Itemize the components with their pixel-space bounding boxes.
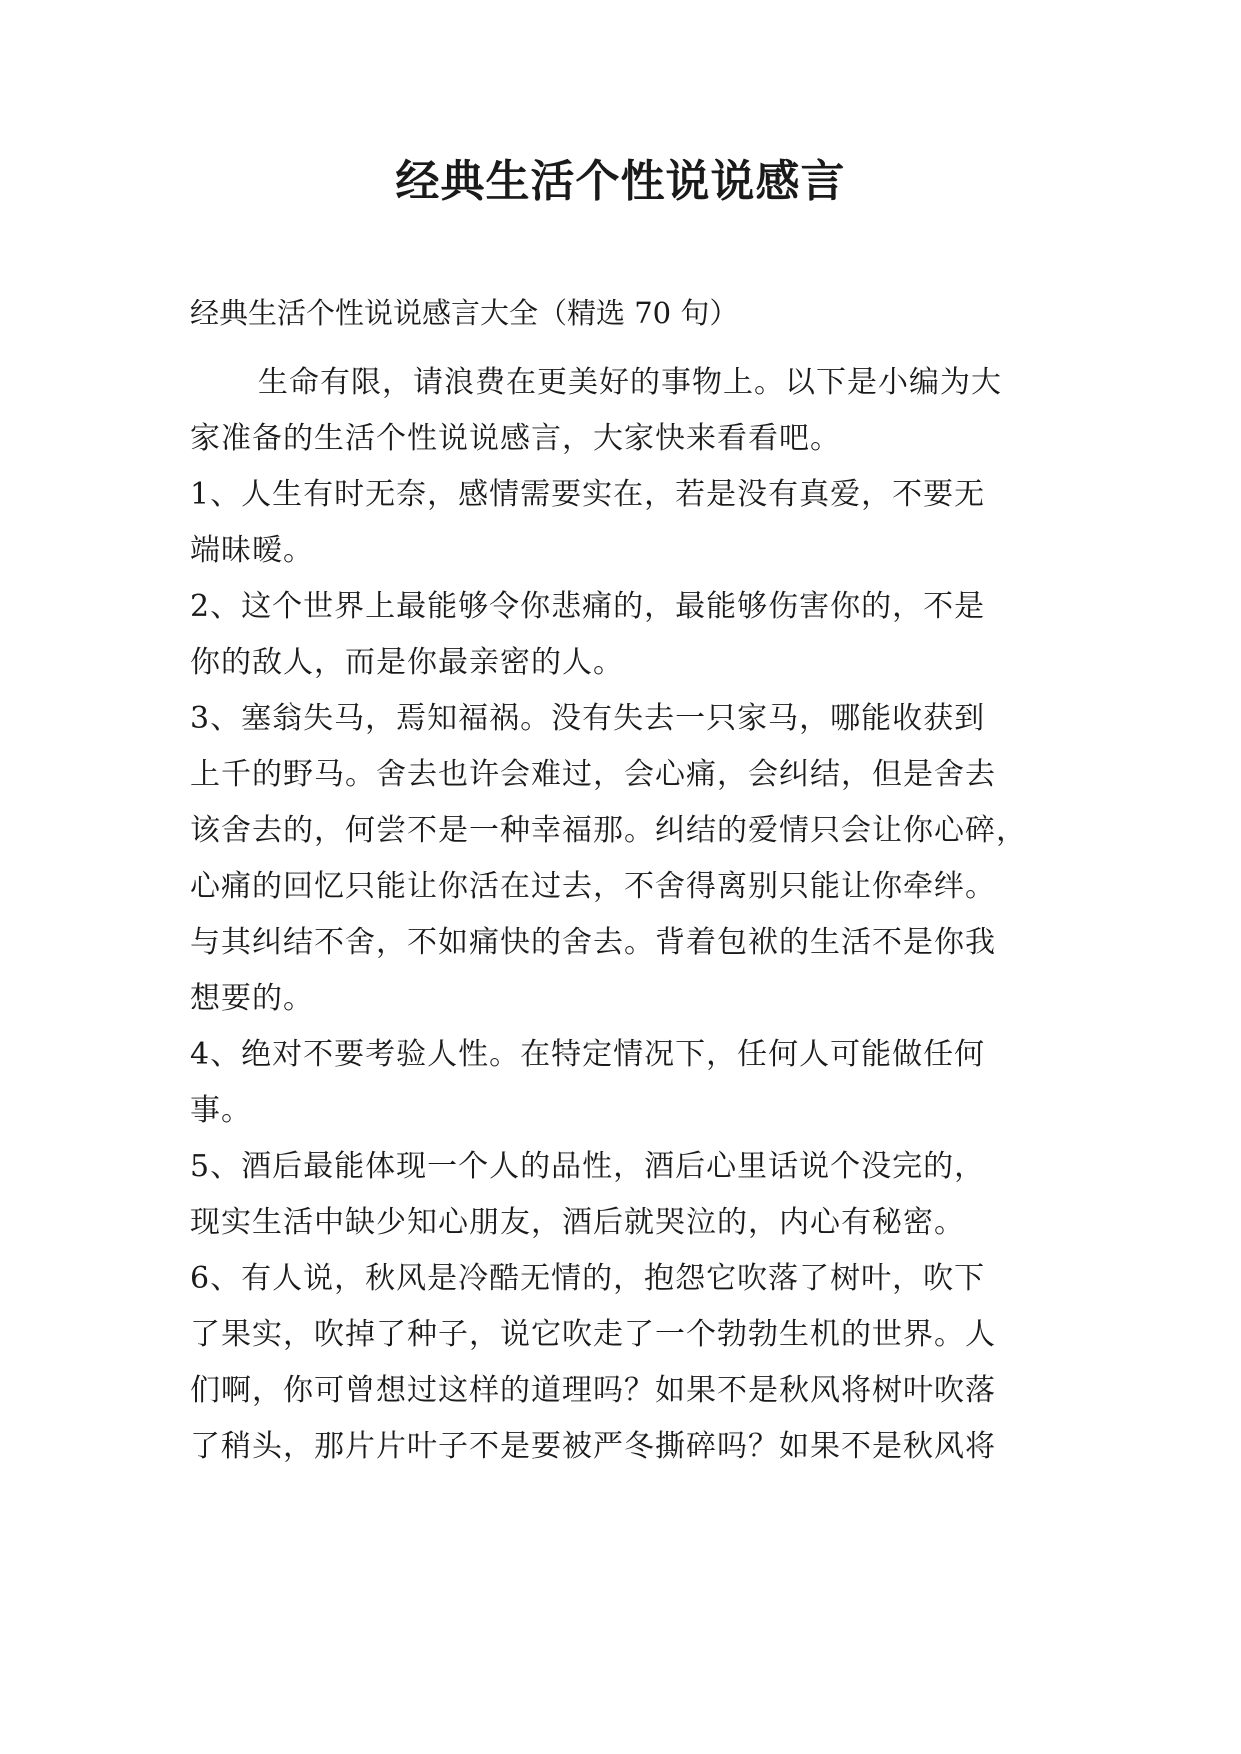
body-line: 事。 [190, 1093, 252, 1128]
body-line: 想要的。 [190, 981, 314, 1016]
body-line: 现实生活中缺少知心朋友，酒后就哭泣的，内心有秘密。 [190, 1205, 965, 1240]
document-subtitle: 经典生活个性说说感言大全（精选 70 句） [190, 296, 739, 330]
body-line: 5、酒后最能体现一个人的品性，酒后心里话说个没完的， [190, 1149, 986, 1184]
body-line: 你的敌人，而是你最亲密的人。 [190, 645, 624, 680]
body-line: 们啊，你可曾想过这样的道理吗？如果不是秋风将树叶吹落 [190, 1373, 996, 1408]
body-line: 了稍头，那片片叶子不是要被严冬撕碎吗？如果不是秋风将 [190, 1429, 996, 1464]
document-title: 经典生活个性说说感言 [395, 156, 846, 207]
body-line: 4、绝对不要考验人性。在特定情况下，任何人可能做任何 [190, 1037, 986, 1072]
body-line: 6、有人说，秋风是冷酷无情的，抱怨它吹落了树叶，吹下 [190, 1261, 986, 1296]
body-line: 与其纠结不舍，不如痛快的舍去。背着包袱的生活不是你我 [190, 925, 996, 960]
body-line: 该舍去的，何尝不是一种幸福那。纠结的爱情只会让你心碎， [190, 813, 1027, 848]
body-line: 端昧暧。 [190, 533, 314, 568]
body-line: 了果实，吹掉了种子，说它吹走了一个勃勃生机的世界。人 [190, 1317, 996, 1352]
body-line: 1、人生有时无奈，感情需要实在，若是没有真爱，不要无 [190, 477, 986, 512]
body-line: 上千的野马。舍去也许会难过，会心痛，会纠结，但是舍去 [190, 757, 996, 792]
body-line: 家准备的生活个性说说感言，大家快来看看吧。 [190, 421, 841, 456]
body-line: 3、塞翁失马，焉知福祸。没有失去一只家马，哪能收获到 [190, 701, 986, 736]
body-line: 2、这个世界上最能够令你悲痛的，最能够伤害你的，不是 [190, 589, 986, 624]
body-line: 心痛的回忆只能让你活在过去，不舍得离别只能让你牵绊。 [190, 869, 996, 904]
body-line: 生命有限，请浪费在更美好的事物上。以下是小编为大 [258, 365, 1002, 400]
